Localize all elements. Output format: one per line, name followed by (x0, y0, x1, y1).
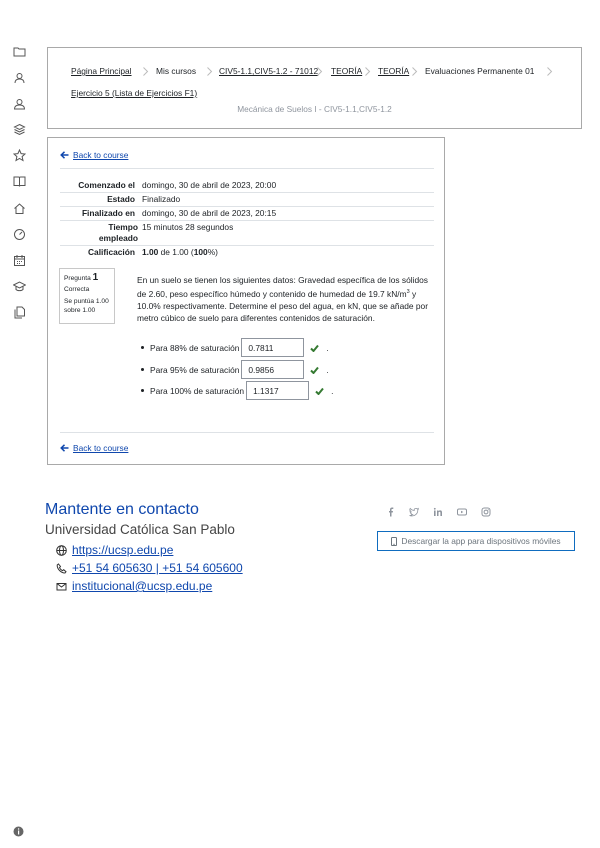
summary-value: Finalizado (142, 194, 181, 204)
mobile-icon (391, 537, 397, 546)
contact-email (56, 579, 212, 593)
bullet (141, 368, 144, 371)
envelope-icon (56, 581, 67, 592)
option-period: . (326, 364, 329, 375)
grade-score: 1.00 (142, 247, 159, 257)
arrow-left-icon (60, 444, 69, 452)
option-label: Para 88% de saturación (150, 342, 240, 353)
book-icon[interactable] (13, 175, 26, 188)
home-icon[interactable] (13, 202, 26, 215)
summary-label: Comenzado el (78, 180, 135, 190)
email-link[interactable]: institucional@ucsp.edu.pe (72, 579, 213, 593)
question-info (59, 268, 115, 324)
folder-icon[interactable] (13, 45, 26, 58)
summary-value: 15 minutos 28 segundos (142, 222, 234, 232)
twitter-icon[interactable] (409, 507, 419, 517)
back-to-course-link[interactable] (60, 443, 128, 453)
option-label: Para 95% de saturación (150, 364, 240, 375)
layers-icon[interactable] (13, 123, 26, 136)
breadcrumb-subsection[interactable]: TEORÍA (378, 66, 410, 76)
option-period: . (331, 385, 334, 396)
download-app-label: Descargar la app para dispositivos móviles (401, 536, 561, 546)
answer-input[interactable]: 0.9856 (241, 360, 304, 379)
check-icon (315, 387, 324, 395)
chevron-right-icon (206, 67, 213, 76)
breadcrumb-course[interactable]: CIV5-1.1,CIV5-1.2 - 71012 (219, 66, 319, 76)
chevron-right-icon (364, 67, 371, 76)
divider (60, 245, 434, 246)
chevron-right-icon (142, 67, 149, 76)
divider (60, 206, 434, 207)
youtube-icon[interactable] (457, 507, 467, 517)
users-icon[interactable] (13, 71, 26, 84)
answer-option (141, 360, 329, 379)
grade-value (142, 247, 218, 258)
breadcrumb-home[interactable]: Página Principal (71, 66, 132, 76)
option-label: Para 100% de saturación (150, 385, 245, 396)
breadcrumb-my-courses[interactable]: Mis cursos (156, 66, 197, 76)
summary-label: Tiempo empleado (98, 222, 138, 243)
question-status: Correcta (64, 286, 90, 293)
grade-percent: 100 (193, 247, 208, 257)
instagram-icon[interactable] (481, 507, 491, 517)
arrow-left-icon (60, 151, 69, 159)
breadcrumb-exercise[interactable]: Ejercicio 5 (Lista de Ejercicios F1) (71, 88, 198, 98)
footer-university: Universidad Católica San Pablo (45, 522, 235, 537)
summary-label: Finalizado en (81, 208, 135, 218)
course-subtitle: Mecánica de Suelos I - CIV5-1.1,CIV5-1.2 (237, 104, 392, 114)
answer-input[interactable]: 1.1317 (246, 381, 309, 400)
chevron-right-icon (411, 67, 418, 76)
summary-label: Calificación (87, 247, 135, 257)
website-link[interactable]: https://ucsp.edu.pe (72, 543, 174, 557)
breadcrumb-evaluation[interactable]: Evaluaciones Permanente 01 (425, 66, 535, 76)
question-number: 1 (92, 272, 99, 283)
info-icon[interactable] (13, 826, 24, 837)
back-to-course-link[interactable] (60, 150, 128, 160)
chevron-right-icon (316, 67, 323, 76)
option-period: . (326, 342, 329, 353)
question-text: En un suelo se tienen los siguientes datos: Gravedad específica de los sólidos de 2.60, peso específico húmedo y contenido de humedad de 19.7 $kN/m^3$ y 10.0% respectivamente. Determine el peso del agua, en kN, que se añade por metro cúbico de suelo para diferentes contenidos de saturación. (137, 275, 428, 324)
chevron-right-icon (546, 67, 553, 76)
summary-label: Estado (107, 194, 135, 204)
footer-title: Mantente en contacto (45, 501, 199, 518)
linkedin-icon[interactable] (433, 507, 443, 517)
phone-icon (56, 563, 67, 574)
contact-phone (56, 561, 243, 575)
summary-value: domingo, 30 de abril de 2023, 20:00 (142, 180, 277, 190)
answer-input[interactable]: 0.7811 (241, 338, 304, 357)
user-group-icon[interactable] (13, 97, 26, 110)
question-score: Se puntúa 1.00 sobre 1.00 (64, 298, 109, 314)
breadcrumb-section[interactable]: TEORÍA (331, 66, 363, 76)
star-icon[interactable] (13, 149, 26, 162)
check-icon (310, 344, 319, 352)
answer-option (141, 381, 333, 400)
check-icon (310, 366, 319, 374)
globe-icon (56, 545, 67, 556)
divider (60, 220, 434, 221)
quiz-review (47, 137, 445, 465)
summary-value: domingo, 30 de abril de 2023, 20:15 (142, 208, 277, 218)
question-label: Pregunta (64, 275, 91, 282)
divider (60, 192, 434, 193)
back-label: Back to course (73, 443, 129, 453)
facebook-icon[interactable] (386, 507, 396, 517)
dashboard-icon[interactable] (13, 228, 26, 241)
calendar-icon[interactable] (13, 254, 26, 267)
page-header (47, 47, 582, 129)
phone-link[interactable]: +51 54 605630 | +51 54 605600 (72, 561, 243, 575)
answer-option (141, 338, 329, 357)
back-label: Back to course (73, 150, 129, 160)
divider (60, 432, 434, 433)
files-icon[interactable] (13, 306, 26, 319)
download-app-button[interactable] (377, 531, 575, 551)
bullet (141, 389, 144, 392)
grade-mid: de 1.00 ( (158, 247, 194, 257)
graduation-cap-icon[interactable] (13, 280, 26, 293)
grade-end: %) (207, 247, 218, 257)
divider (60, 168, 434, 169)
contact-website (56, 543, 173, 557)
bullet (141, 346, 144, 349)
